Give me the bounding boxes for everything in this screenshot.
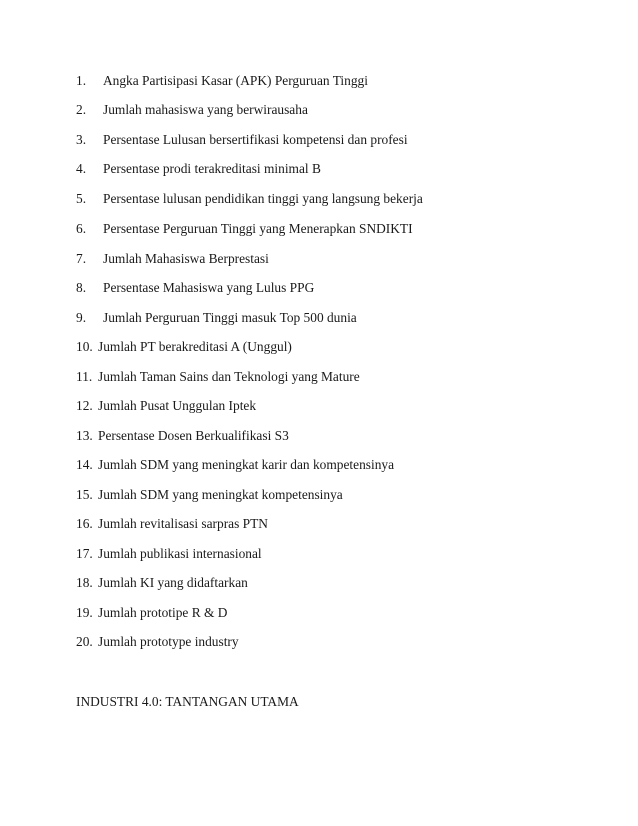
list-item: [76, 160, 321, 178]
list-item: [76, 220, 413, 238]
list-item: [76, 101, 308, 119]
list-item: [76, 279, 314, 297]
list-item: [76, 368, 360, 386]
section-heading: INDUSTRI 4.0: TANTANGAN UTAMA: [76, 694, 299, 709]
item-number: 8.: [76, 280, 87, 295]
item-number: 19.: [76, 605, 93, 620]
item-number: 3.: [76, 132, 87, 147]
item-number: 15.: [76, 487, 93, 502]
item-number: 7.: [76, 251, 87, 266]
item-text: Jumlah revitalisasi sarpras PTN: [98, 516, 268, 531]
item-number: 4.: [76, 161, 87, 176]
item-text: Jumlah Mahasiswa Berprestasi: [103, 251, 269, 266]
item-number: 11.: [76, 369, 93, 384]
item-number: 12.: [76, 398, 93, 413]
list-item: [76, 397, 256, 415]
item-text: Persentase Dosen Berkualifikasi S3: [98, 428, 289, 443]
list-item: [76, 190, 423, 208]
item-text: Jumlah prototipe R & D: [98, 605, 228, 620]
item-text: Jumlah Pusat Unggulan Iptek: [98, 398, 257, 413]
item-number: 9.: [76, 310, 87, 325]
item-number: 18.: [76, 575, 93, 590]
item-text: Jumlah Perguruan Tinggi masuk Top 500 dunia: [103, 310, 357, 325]
list-item: [76, 72, 368, 90]
item-number: 14.: [76, 457, 93, 472]
list-item: [76, 515, 268, 533]
item-number: 6.: [76, 221, 87, 236]
list-item: [76, 427, 289, 445]
item-text: Persentase lulusan pendidikan tinggi yang langsung bekerja: [103, 191, 423, 206]
list-item: [76, 250, 269, 268]
list-item: [76, 633, 239, 651]
item-text: Jumlah mahasiswa yang berwirausaha: [103, 102, 308, 117]
list-item: [76, 456, 394, 474]
item-text: Jumlah SDM yang meningkat kompetensinya: [98, 487, 343, 502]
item-text: Angka Partisipasi Kasar (APK) Perguruan Tinggi: [103, 73, 368, 88]
item-number: 1.: [76, 73, 87, 88]
list-item: [76, 338, 292, 356]
item-text: Persentase Mahasiswa yang Lulus PPG: [103, 280, 315, 295]
list-item: [76, 574, 248, 592]
item-number: 16.: [76, 516, 93, 531]
item-text: Jumlah publikasi internasional: [98, 546, 262, 561]
item-text: Jumlah PT berakreditasi A (Unggul): [98, 339, 292, 354]
item-text: Jumlah prototype industry: [98, 634, 239, 649]
list-item: [76, 131, 408, 149]
list-item: [76, 604, 227, 622]
item-text: Persentase Perguruan Tinggi yang Menerapkan SNDIKTI: [103, 221, 413, 236]
list-item: [76, 486, 343, 504]
item-number: 10.: [76, 339, 93, 354]
item-number: 13.: [76, 428, 93, 443]
item-number: 5.: [76, 191, 87, 206]
item-text: Jumlah Taman Sains dan Teknologi yang Mature: [98, 369, 360, 384]
item-text: Jumlah SDM yang meningkat karir dan kompetensinya: [98, 457, 395, 472]
item-number: 2.: [76, 102, 87, 117]
item-number: 20.: [76, 634, 93, 649]
list-item: [76, 309, 357, 327]
item-number: 17.: [76, 546, 93, 561]
item-text: Persentase Lulusan bersertifikasi kompetensi dan profesi: [103, 132, 408, 147]
item-text: Jumlah KI yang didaftarkan: [98, 575, 248, 590]
list-item: [76, 545, 262, 563]
item-text: Persentase prodi terakreditasi minimal B: [103, 161, 321, 176]
